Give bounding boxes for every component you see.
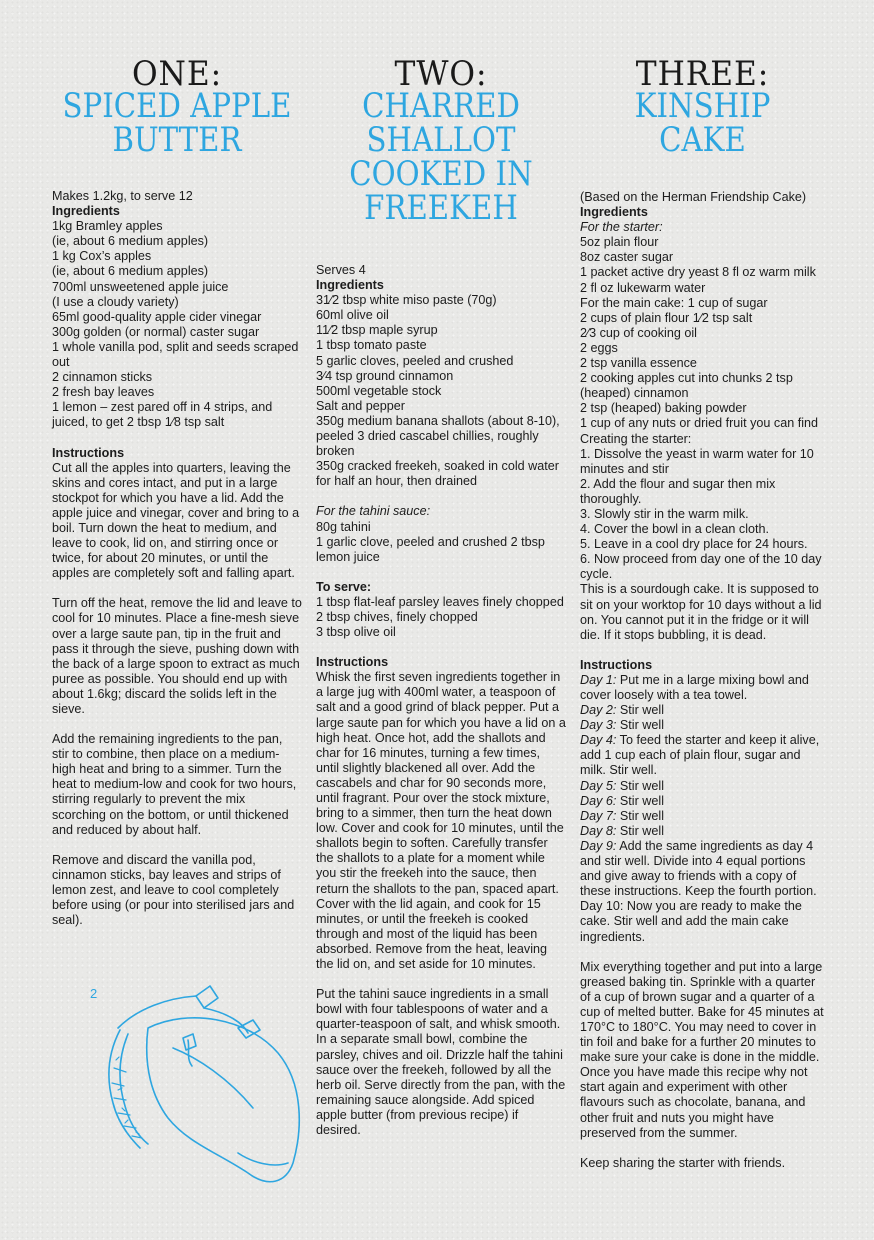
recipe-line bbox=[580, 552, 825, 582]
line-text: 350g medium banana shallots (about 8-10), bbox=[316, 413, 560, 428]
line-text: Remove and discard the vanilla pod, cinnamon sticks, bay leaves and strips of lemon zest, and leave to cool completely before using (or pour into sterilised jars and seal). bbox=[52, 852, 295, 928]
apple-peeler-sketch-icon bbox=[78, 968, 318, 1208]
recipe-line bbox=[52, 264, 302, 279]
paragraph-gap bbox=[52, 431, 302, 446]
line-text: To serve: bbox=[316, 579, 372, 594]
line-text: Stir well bbox=[616, 703, 664, 718]
recipe-line bbox=[316, 369, 566, 384]
line-text: Add the remaining ingredients to the pan, stir to combine, then place on a medium-high heat and bring to a simmer. Turn the heat to medium-low and cook for two hours, stirring regularly to prevent the mix scorching on the bottom, or until thickened and reduced by about half. bbox=[52, 732, 297, 837]
line-text: 350g cracked freekeh, soaked in cold water for half an hour, then drained bbox=[316, 459, 559, 489]
line-text: 1 kg Cox’s apples bbox=[52, 249, 152, 264]
recipe-line bbox=[316, 595, 566, 625]
subsection-heading bbox=[316, 504, 566, 519]
paragraph-gap bbox=[52, 838, 302, 853]
day-label: Day 9: bbox=[580, 838, 617, 853]
recipe-line bbox=[580, 899, 825, 944]
recipe-line bbox=[580, 447, 825, 477]
recipe-line bbox=[52, 249, 302, 264]
recipe-line bbox=[580, 235, 825, 250]
line-text: 2 tsp vanilla essence bbox=[580, 356, 697, 371]
recipe-line bbox=[580, 703, 825, 718]
recipe-line bbox=[52, 310, 302, 325]
subsection-heading bbox=[580, 220, 825, 235]
recipe-line bbox=[316, 429, 566, 459]
recipe-line bbox=[316, 520, 566, 535]
line-text: 80g tahini bbox=[316, 519, 371, 534]
recipe-line bbox=[316, 384, 566, 399]
section-heading bbox=[52, 204, 302, 219]
recipe-number: ONE: bbox=[131, 54, 223, 94]
recipe-line bbox=[52, 189, 302, 204]
line-text: 6. Now proceed from day one of the 10 day cycle. bbox=[580, 552, 822, 582]
line-text: Salt and pepper bbox=[316, 398, 405, 413]
line-text: 3. Slowly stir in the warm milk. bbox=[580, 506, 749, 521]
line-text: 1 packet active dry yeast 8 fl oz warm milk bbox=[580, 265, 816, 280]
recipe-line bbox=[580, 673, 825, 703]
recipe-body bbox=[580, 190, 825, 1171]
recipe-line bbox=[580, 839, 825, 899]
recipe-line bbox=[316, 354, 566, 369]
line-text: 2 tsp (heaped) baking powder bbox=[580, 401, 747, 416]
recipe-line bbox=[52, 325, 302, 340]
recipe-line bbox=[580, 824, 825, 839]
line-text: Instructions bbox=[52, 445, 125, 460]
line-text: Whisk the first seven ingredients together in a large jug with 400ml water, a teaspoon of salt and a good grind of black pepper. Put a large saute pan for which you have a lid on a high heat. Once hot, add the shallots and char for 16 minutes, turning a few times, until slightly blackened all over. Add the cascabels and char for 90 seconds more, until fragrant. Pour over the stock mixture, bring to a simmer, then turn the heat down low. Cover and cook for 10 minutes, until the shallots begin to soften. Carefully transfer the shallots to a plate for a moment while you stir the freekeh into the sauce, then return the shallots to the pan, spaced apart. Cover with the lid again, and cook for 15 minutes, or until the freekeh is cooked through and most of the liquid has been absorbed. Remove from the heat, leaving the lid on, and set aside for 10 minutes. bbox=[316, 670, 566, 972]
recipe-line bbox=[580, 356, 825, 371]
recipe-line bbox=[316, 263, 566, 278]
line-text: 500ml vegetable stock bbox=[316, 383, 442, 398]
line-text: Stir well bbox=[616, 718, 664, 733]
recipe-title: SPICED APPLE BUTTER bbox=[62, 86, 292, 160]
line-text: 31⁄2 tbsp white miso paste (70g) bbox=[316, 293, 497, 308]
line-text: 1 whole vanilla pod, split and seeds scraped out bbox=[52, 339, 299, 370]
recipe-line bbox=[580, 311, 825, 326]
recipe-line bbox=[580, 416, 825, 431]
line-text: Instructions bbox=[316, 655, 389, 670]
recipe-line bbox=[316, 414, 566, 429]
recipe-line bbox=[580, 401, 825, 416]
recipe-line bbox=[580, 281, 825, 296]
line-text: 1 tbsp tomato paste bbox=[316, 338, 427, 353]
line-text: Stir well bbox=[616, 808, 664, 823]
line-text: Creating the starter: bbox=[580, 431, 692, 446]
line-text: 2 fresh bay leaves bbox=[52, 385, 155, 400]
paragraph-gap bbox=[316, 972, 566, 987]
section-heading bbox=[316, 278, 566, 293]
line-text: Instructions bbox=[580, 657, 653, 672]
line-text: 8oz caster sugar bbox=[580, 250, 674, 265]
line-text: 2 eggs bbox=[580, 340, 618, 355]
day-label: Day 6: bbox=[580, 793, 617, 808]
recipe-line bbox=[52, 385, 302, 400]
recipe-line bbox=[316, 323, 566, 338]
line-text: 2 cups of plain flour 1⁄2 tsp salt bbox=[580, 310, 753, 325]
recipe-body bbox=[52, 189, 302, 928]
day-label: Day 8: bbox=[580, 823, 617, 838]
day-label: Day 7: bbox=[580, 808, 617, 823]
line-text: 3 tbsp olive oil bbox=[316, 625, 396, 640]
sketch-mark: 2 bbox=[90, 986, 98, 1001]
line-text: 1 cup of any nuts or dried fruit you can find bbox=[580, 416, 819, 431]
line-text: (ie, about 6 medium apples) bbox=[52, 264, 209, 279]
line-text: Day 10: Now you are ready to make the cake. Stir well and add the main cake ingredients. bbox=[580, 899, 802, 944]
recipe-line bbox=[580, 190, 825, 205]
line-text: Stir well bbox=[616, 823, 664, 838]
section-heading bbox=[580, 658, 825, 673]
line-text: 3⁄4 tsp ground cinnamon bbox=[316, 368, 454, 383]
line-text: Add the same ingredients as day 4 and stir well. Divide into 4 equal portions and give away to friends with a copy of these instructions. Keep the fourth portion. bbox=[580, 838, 817, 899]
paragraph-gap bbox=[316, 640, 566, 655]
recipe-title: KINSHIP CAKE bbox=[634, 86, 771, 160]
recipe-line bbox=[580, 809, 825, 824]
line-text: 1 garlic clove, peeled and crushed 2 tbsp lemon juice bbox=[316, 534, 545, 564]
recipe-line bbox=[580, 477, 825, 507]
recipe-line bbox=[580, 296, 825, 311]
section-heading bbox=[580, 205, 825, 220]
line-text: peeled 3 dried cascabel chillies, roughly broken bbox=[316, 429, 539, 459]
day-label: Day 3: bbox=[580, 718, 617, 733]
recipe-line bbox=[580, 794, 825, 809]
recipe-line bbox=[580, 250, 825, 265]
line-text: Ingredients bbox=[52, 204, 120, 219]
day-label: Day 2: bbox=[580, 703, 617, 718]
recipe-body bbox=[316, 263, 566, 1138]
paragraph-gap bbox=[580, 1141, 825, 1156]
section-heading bbox=[316, 580, 566, 595]
recipe-line bbox=[52, 280, 302, 295]
paragraph-gap bbox=[52, 717, 302, 732]
recipe-line bbox=[580, 582, 825, 642]
line-text: Makes 1.2kg, to serve 12 bbox=[52, 189, 193, 203]
paragraph-gap bbox=[52, 581, 302, 596]
line-text: 4. Cover the bowl in a clean cloth. bbox=[580, 522, 770, 537]
recipe-line bbox=[52, 732, 302, 838]
line-text: Cut all the apples into quarters, leaving the skins and cores intact, and put in a large stockpot for which you have a lid. Add the apple juice and vinegar, cover and bring to a boil. Turn down the heat to medium, and leave to cook, lid on, and stirring once or twice, for about 20 minutes, or until the apples are completely soft and falling apart. bbox=[52, 460, 300, 581]
line-text: Put me in a large mixing bowl and cover loosely with a tea towel. bbox=[580, 672, 809, 702]
paragraph-gap bbox=[316, 489, 566, 504]
recipe-number: THREE: bbox=[635, 54, 770, 94]
line-text: Keep sharing the starter with friends. bbox=[580, 1155, 786, 1170]
line-text: 65ml good-quality apple cider vinegar bbox=[52, 309, 262, 324]
line-text: 2⁄3 cup of cooking oil bbox=[580, 325, 697, 340]
line-text: 60ml olive oil bbox=[316, 308, 389, 323]
recipe-title: CHARRED SHALLOT COOKED IN FREEKEH bbox=[349, 86, 533, 228]
recipe-line bbox=[580, 371, 825, 401]
recipe-line bbox=[316, 399, 566, 414]
line-text: 5 garlic cloves, peeled and crushed bbox=[316, 353, 514, 368]
line-text: 300g golden (or normal) caster sugar bbox=[52, 324, 260, 339]
recipe-line bbox=[52, 596, 302, 717]
recipe-line bbox=[52, 219, 302, 234]
line-text: 11⁄2 tbsp maple syrup bbox=[316, 323, 438, 338]
recipe-line bbox=[316, 308, 566, 323]
section-heading bbox=[52, 446, 302, 461]
recipe-line bbox=[316, 535, 566, 565]
day-label: Day 1: bbox=[580, 672, 617, 687]
line-text: 1. Dissolve the yeast in warm water for 10 minutes and stir bbox=[580, 446, 814, 476]
recipe-line bbox=[580, 1156, 825, 1171]
day-label: Day 5: bbox=[580, 778, 617, 793]
recipe-line bbox=[580, 507, 825, 522]
line-text: For the starter: bbox=[580, 220, 663, 235]
recipe-line bbox=[580, 341, 825, 356]
line-text: To feed the starter and keep it alive, add 1 cup each of plain flour, sugar and milk. Stir well. bbox=[580, 733, 820, 778]
recipe-line bbox=[52, 853, 302, 928]
line-text: 2. Add the flour and sugar then mix thoroughly. bbox=[580, 476, 776, 506]
recipe-line bbox=[52, 400, 302, 430]
line-text: 2 cinnamon sticks bbox=[52, 370, 153, 385]
line-text: 5. Leave in a cool dry place for 24 hours. bbox=[580, 537, 808, 552]
recipe-line bbox=[580, 326, 825, 341]
line-text: Put the tahini sauce ingredients in a small bowl with four tablespoons of water and a quarter-teaspoon of salt, and whisk smooth. In a separate small bowl, combine the parsley, chives and oil. Drizzle half the tahini sauce over the freekeh, followed by all the herb oil. Serve directly from the pan, with the remaining sauce alongside. Add spiced apple butter (from previous recipe) if desired. bbox=[316, 987, 566, 1137]
line-text: Mix everything together and put into a large greased baking tin. Sprinkle with a quarter of a cup of brown sugar and a quarter of a cup of melted butter. Bake for 45 minutes at 170°C to 180°C. You may need to cover in tin foil and bake for a further 20 minutes to make sure your cake is done in the middle. Once you have made this recipe why not start again and experiment with other flavours such as chocolate, banana, and other fruit and nuts you might have preserved from the summer. bbox=[580, 959, 824, 1140]
line-text: For the main cake: 1 cup of sugar bbox=[580, 295, 768, 310]
paragraph-gap bbox=[580, 945, 825, 960]
section-heading bbox=[316, 655, 566, 670]
line-text: Ingredients bbox=[580, 205, 648, 220]
recipe-line bbox=[52, 370, 302, 385]
recipe-line bbox=[580, 537, 825, 552]
recipe-line bbox=[580, 432, 825, 447]
recipe-line bbox=[316, 625, 566, 640]
recipe-line bbox=[580, 779, 825, 794]
line-text: (ie, about 6 medium apples) bbox=[52, 234, 209, 249]
line-text: 1 tbsp flat-leaf parsley leaves finely chopped 2 tbsp chives, finely chopped bbox=[316, 594, 564, 624]
day-label: Day 4: bbox=[580, 733, 617, 748]
line-text: 2 fl oz lukewarm water bbox=[580, 280, 706, 295]
recipe-line bbox=[580, 960, 825, 1141]
line-text: This is a sourdough cake. It is supposed to sit on your worktop for 10 days without a lid on. You cannot put it in the fridge or it will die. If it stops bubbling, it is dead. bbox=[580, 582, 822, 642]
recipe-line bbox=[580, 522, 825, 537]
line-text: 5oz plain flour bbox=[580, 235, 659, 250]
line-text: (I use a cloudy variety) bbox=[52, 294, 179, 309]
line-text: Turn off the heat, remove the lid and leave to cool for 10 minutes. Place a fine-mesh sieve over a large saute pan, tip in the fruit and pass it through the sieve, pushing down with the back of a large spoon to extract as much puree as possible. You should end up with about 1.6kg; discard the solids left in the sieve. bbox=[52, 596, 302, 716]
recipe-line bbox=[52, 234, 302, 249]
recipe-line bbox=[316, 670, 566, 972]
recipe-line bbox=[316, 338, 566, 353]
recipe-line bbox=[52, 340, 302, 370]
line-text: Ingredients bbox=[316, 278, 384, 293]
recipe-line bbox=[580, 718, 825, 733]
recipe-line bbox=[52, 461, 302, 582]
recipe-line bbox=[316, 987, 566, 1138]
recipe-number: TWO: bbox=[394, 54, 488, 94]
line-text: 1kg Bramley apples bbox=[52, 219, 163, 234]
recipe-line bbox=[52, 295, 302, 310]
line-text: 2 cooking apples cut into chunks 2 tsp (heaped) cinnamon bbox=[580, 371, 793, 401]
recipe-line bbox=[316, 459, 566, 489]
line-text: Serves 4 bbox=[316, 263, 366, 277]
paragraph-gap bbox=[580, 643, 825, 658]
recipe-line bbox=[580, 265, 825, 280]
recipe-line bbox=[316, 293, 566, 308]
recipe-line bbox=[580, 733, 825, 778]
line-text: (Based on the Herman Friendship Cake) bbox=[580, 190, 807, 204]
line-text: Stir well bbox=[616, 778, 664, 793]
paragraph-gap bbox=[316, 565, 566, 580]
line-text: For the tahini sauce: bbox=[316, 504, 431, 519]
line-text: 700ml unsweetened apple juice bbox=[52, 279, 229, 294]
line-text: Stir well bbox=[616, 793, 664, 808]
line-text: 1 lemon – zest pared off in 4 strips, and juiced, to get 2 tbsp 1⁄8 tsp salt bbox=[52, 400, 273, 430]
